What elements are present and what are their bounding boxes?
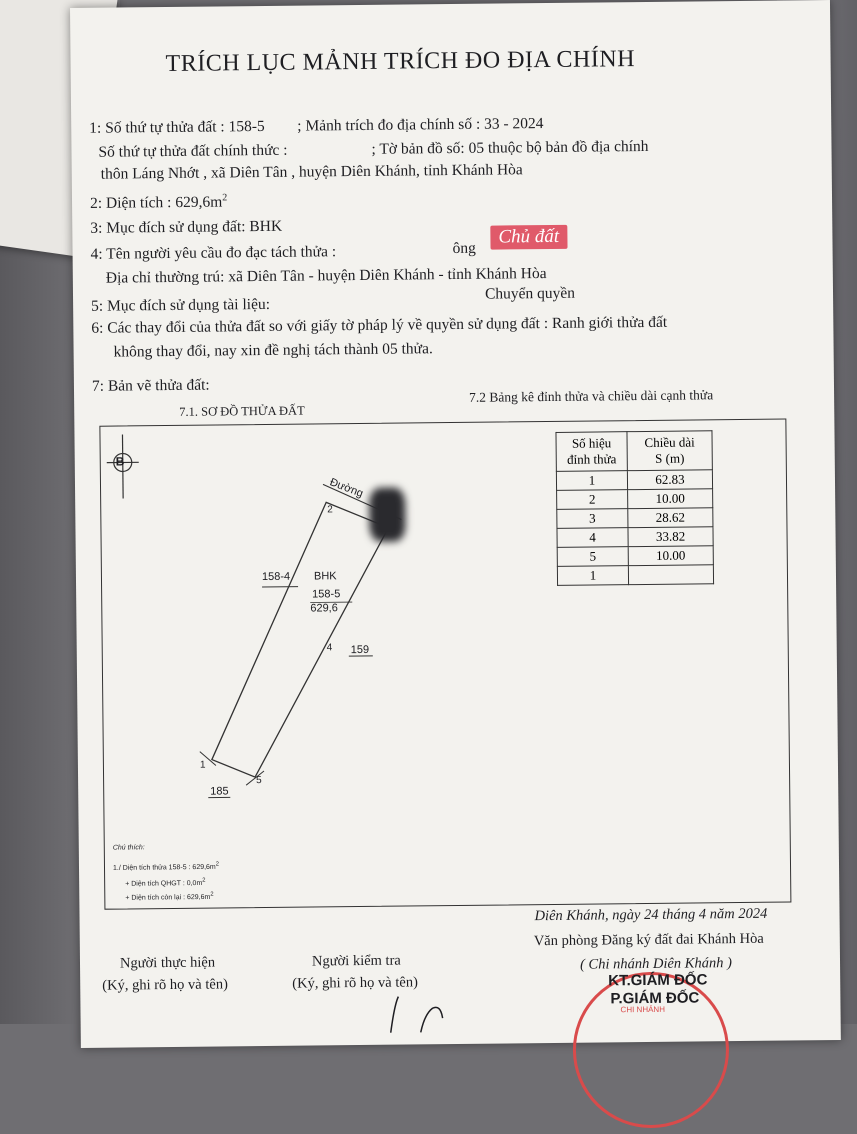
header-vertex: Số hiệu đỉnh thửa — [556, 432, 627, 472]
area-line: 2: Diện tích : $629,6m^2$ — [90, 192, 227, 213]
requester-line: 4: Tên người yêu cầu đo đạc tách thửa : — [90, 243, 336, 264]
redaction-blot — [369, 488, 406, 542]
parcel-158-5-label: 158-5 — [312, 588, 340, 600]
table-row: 1 — [557, 565, 713, 586]
parcel-use-label: BHK — [314, 570, 337, 582]
vertex-length-table — [555, 430, 714, 586]
document-page — [70, 0, 841, 1048]
north-label: B — [116, 454, 125, 468]
document-title: TRÍCH LỤC MẢNH TRÍCH ĐO ĐỊA CHÍNH — [165, 46, 635, 78]
land-use-line: 3: Mục đích sử dụng đất: BHK — [90, 218, 282, 238]
table-row: 3 28.62 — [557, 508, 713, 529]
signing-date: Diên Khánh, ngày 24 tháng 4 năm 2024 — [534, 906, 767, 925]
parcel-185-label: 185 — [210, 785, 228, 797]
deputy-director-pgd: P.GIÁM ĐỐC — [610, 989, 699, 1007]
parcel-area-label: 629,6 — [310, 602, 338, 614]
vertex-1-label: 1 — [200, 760, 206, 771]
vertex-4-label: 4 — [327, 642, 333, 653]
owner-label-stamp: Chủ đất — [490, 225, 567, 250]
notes-title: Chú thích: — [113, 844, 145, 851]
official-parcel-line: Số thứ tự thửa đất chính thức : — [98, 142, 287, 162]
checker-title: Người kiểm tra — [312, 953, 401, 971]
location-line: thôn Láng Nhớt , xã Diên Tân , huyện Diên Khánh, tỉnh Khánh Hòa — [101, 161, 523, 183]
checker-note: (Ký, ghi rõ họ và tên) — [292, 974, 418, 992]
table-row: 5 10.00 — [557, 546, 713, 567]
deputy-director-kt: KT.GIÁM ĐỐC — [608, 971, 707, 989]
requester-title: ông — [452, 240, 475, 258]
parcel-number-line: 1: Số thứ tự thửa đất : 158-5 — [89, 118, 265, 138]
parcel-outline — [209, 502, 391, 778]
note-area-road: + Diện tích QHGT : $0,0m^2$ — [125, 878, 205, 888]
performer-note: (Ký, ghi rõ họ và tên) — [102, 976, 228, 994]
table-row: 1 62.83 — [556, 470, 712, 491]
note-area-total: 1./ Diện tích thửa 158-5 : $629,6m^2$ — [113, 861, 219, 871]
parcel-drawing-frame — [99, 419, 791, 910]
section-7-2-title: 7.2 Bảng kê đỉnh thửa và chiều dài cạnh thửa — [469, 387, 713, 406]
document-purpose-value: Chuyển quyền — [485, 285, 575, 304]
parcel-158-4-label: 158-4 — [262, 571, 290, 583]
section-7-1-title: 7.1. SƠ ĐỒ THỬA ĐẤT — [179, 404, 305, 420]
document-purpose-line: 5: Mục đích sử dụng tài liệu: — [91, 296, 270, 316]
table-row: 2 10.00 — [557, 489, 713, 510]
vertex-5-label: 5 — [256, 775, 262, 786]
table-header-row — [556, 431, 712, 472]
road-label: Đường — [328, 476, 365, 500]
note-area-remaining: + Diện tích còn lại : $629,6m^2$ — [125, 892, 213, 902]
seal-text: CHI NHÁNH — [620, 1005, 665, 1014]
map-sheet-number-line: ; Tờ bản đồ số: 05 thuộc bộ bản đồ địa chính — [371, 138, 648, 159]
address-line: Địa chỉ thường trú: xã Diên Tân - huyện Diên Khánh - tỉnh Khánh Hòa — [106, 265, 547, 288]
changes-line: 6: Các thay đổi của thửa đất so với giấy tờ pháp lý về quyền sử dụng đất : Ranh giới thửa đất — [91, 314, 667, 338]
signature-mark — [380, 994, 460, 1035]
performer-title: Người thực hiện — [120, 955, 215, 973]
parcel-159-label: 159 — [351, 644, 369, 656]
changes-line-continued: không thay đổi, nay xin đề nghị tách thành 05 thửa. — [114, 340, 433, 361]
drawing-heading: 7: Bản vẽ thửa đất: — [92, 377, 210, 396]
map-sheet-line: ; Mảnh trích đo địa chính số : 33 - 2024 — [297, 115, 543, 136]
header-length: Chiều dài S (m) — [627, 431, 712, 471]
office-branch: ( Chi nhánh Diên Khánh ) — [580, 955, 732, 974]
table-row: 4 33.82 — [557, 527, 713, 548]
vertex-2-label: 2 — [327, 504, 333, 515]
office-name: Văn phòng Đăng ký đất đai Khánh Hòa — [534, 931, 764, 950]
